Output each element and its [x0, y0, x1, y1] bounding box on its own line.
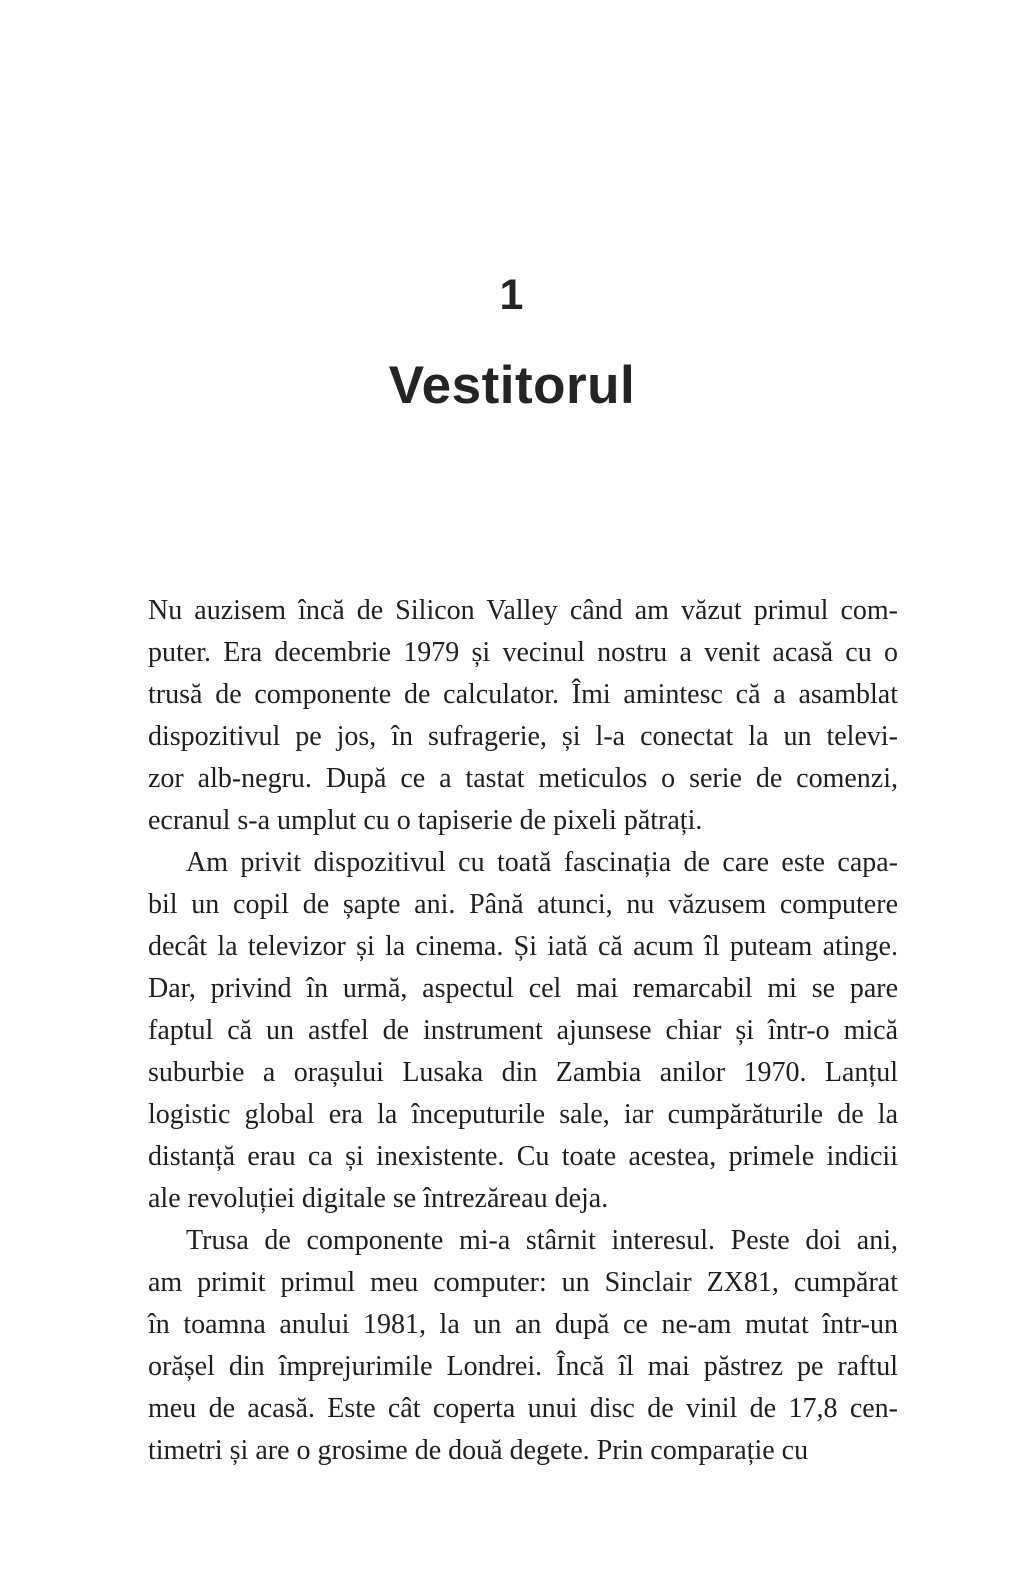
text-line: Am privit dispozitivul cu toată fascinația de care este capa- [186, 847, 898, 878]
chapter-title: Vestitorul [388, 356, 636, 415]
text-line: ecranul s-a umplut cu o tapiserie de pixeli pătrați. [148, 805, 703, 836]
text-line: Nu auzisem încă de Silicon Valley când am văzut primul com- [148, 595, 898, 626]
chapter-number: 1 [499, 271, 525, 319]
text-line: ale revoluției digitale se întrezăreau deja. [148, 1183, 609, 1214]
text-line: distanță erau ca și inexistente. Cu toate acestea, primele indicii [148, 1141, 898, 1172]
text-line: în toamna anului 1981, la un an după ce ne-am mutat într-un [148, 1309, 898, 1340]
chapter-body [148, 590, 898, 1472]
text-line: Trusa de componente mi-a stârnit interesul. Peste doi ani, [186, 1225, 898, 1256]
text-line: am primit primul meu computer: un Sinclair ZX81, cumpărat [148, 1267, 898, 1298]
text-line: meu de acasă. Este cât coperta unui disc de vinil de 17,8 cen- [148, 1393, 898, 1424]
text-line: faptul că un astfel de instrument ajunsese chiar și într-o mică [148, 1015, 898, 1046]
text-line: suburbie a orașului Lusaka din Zambia anilor 1970. Lanțul [148, 1057, 898, 1088]
text-line: zor alb-negru. După ce a tastat meticulos o serie de comenzi, [148, 763, 898, 794]
text-line: trusă de componente de calculator. Îmi amintesc că a asamblat [148, 679, 898, 710]
text-line: timetri și are o grosime de două degete. Prin comparație cu [148, 1435, 809, 1466]
text-line: puter. Era decembrie 1979 și vecinul nostru a venit acasă cu o [148, 637, 898, 668]
paragraph [148, 842, 898, 1220]
text-line: dispozitivul pe jos, în sufragerie, și l-a conectat la un televi- [148, 721, 898, 752]
text-line: Dar, privind în urmă, aspectul cel mai remarcabil mi se pare [148, 973, 898, 1004]
text-line: decât la televizor și la cinema. Și iată că acum îl puteam atinge. [148, 931, 898, 962]
paragraph [148, 1220, 898, 1472]
paragraph [148, 590, 898, 842]
text-line: orășel din împrejurimile Londrei. Încă îl mai păstrez pe raftul [148, 1351, 898, 1382]
text-line: bil un copil de șapte ani. Până atunci, nu văzusem computere [148, 889, 898, 920]
text-line: logistic global era la începuturile sale, iar cumpărăturile de la [148, 1099, 898, 1130]
